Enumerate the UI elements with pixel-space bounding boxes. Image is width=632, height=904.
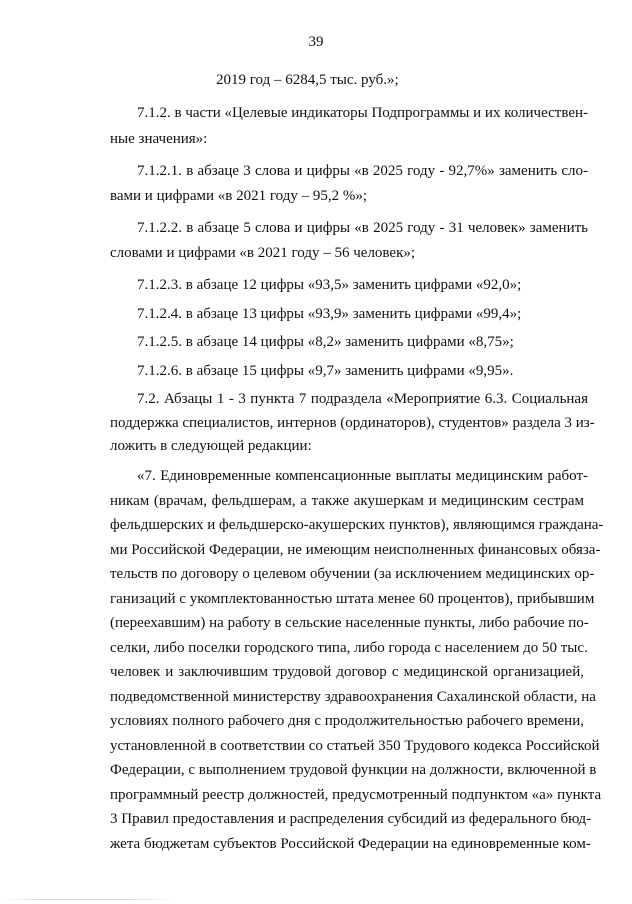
text-line-24: подведомственной министерству здравоохранения Сахалинской области, на <box>110 689 596 705</box>
text-line-10: 7.1.2.5. в абзаце 14 цифры «8,2» заменить цифрами «8,75»; <box>137 334 514 350</box>
text-line-27: Федерации, с выполнением трудовой функции на должности, включенной в <box>110 762 597 778</box>
page-number: 39 <box>308 34 324 50</box>
text-line-18: ми Российской Федерации, не имеющим неисполненных финансовых обяза- <box>110 542 601 558</box>
text-line-19: тельств по договору о целевом обучении (за исключением медицинских ор- <box>110 566 595 582</box>
scan-edge-line <box>0 899 632 900</box>
text-line-25: условиях полного рабочего дня с продолжительностью рабочего времени, <box>110 713 584 729</box>
text-line-7: словами и цифрами «в 2021 году – 56 человек»; <box>110 245 416 261</box>
text-line-30: жета бюджетам субъектов Российской Федерации на единовременные ком- <box>110 836 591 852</box>
text-line-1: 2019 год – 6284,5 тыс. руб.»; <box>216 72 399 88</box>
text-line-9: 7.1.2.4. в абзаце 13 цифры «93,9» заменить цифрами «99,4»; <box>137 306 522 322</box>
text-line-4: 7.1.2.1. в абзаце 3 слова и цифры «в 2025 году - 92,7%» заменить сло- <box>137 163 588 179</box>
text-line-3: ные значения»: <box>110 131 208 147</box>
text-line-13: поддержка специалистов, интернов (ординаторов), студентов» раздела 3 из- <box>110 415 595 431</box>
text-line-21: (переехавшим) на работу в сельские населенные пункты, либо рабочие по- <box>110 615 589 631</box>
text-line-8: 7.1.2.3. в абзаце 12 цифры «93,5» заменить цифрами «92,0»; <box>137 277 522 293</box>
text-line-29: 3 Правил предоставления и распределения субсидий из федерального бюд- <box>110 811 592 827</box>
text-line-20: ганизаций с укомплектованностью штата менее 60 процентов), прибывшим <box>110 591 595 607</box>
text-line-26: установленной в соответствии со статьей 350 Трудового кодекса Российской <box>110 738 600 754</box>
text-line-14: ложить в следующей редакции: <box>110 438 312 454</box>
text-line-23: человек и заключившим трудовой договор с медицинской организацией, <box>110 664 584 680</box>
text-line-5: вами и цифрами «в 2021 году – 95,2 %»; <box>110 188 368 204</box>
text-line-16: никам (врачам, фельдшерам, а также акушеркам и медицинским сестрам <box>110 493 584 509</box>
text-line-2: 7.1.2. в части «Целевые индикаторы Подпрограммы и их количествен- <box>137 105 588 121</box>
text-line-17: фельдшерских и фельдшерско-акушерских пунктов), являющимся граждана- <box>110 517 604 533</box>
text-line-11: 7.1.2.6. в абзаце 15 цифры «9,7» заменить цифрами «9,95». <box>137 363 514 379</box>
text-line-15: «7. Единовременные компенсационные выплаты медицинским работ- <box>137 468 588 484</box>
text-line-22: селки, либо поселки городского типа, либо города с населением до 50 тыс. <box>110 640 588 656</box>
text-line-28: программный реестр должностей, предусмотренный подпунктом «а» пункта <box>110 787 602 803</box>
text-line-6: 7.1.2.2. в абзаце 5 слова и цифры «в 2025 году - 31 человек» заменить <box>137 220 588 236</box>
text-line-12: 7.2. Абзацы 1 - 3 пункта 7 подраздела «Мероприятие 6.3. Социальная <box>137 391 588 407</box>
